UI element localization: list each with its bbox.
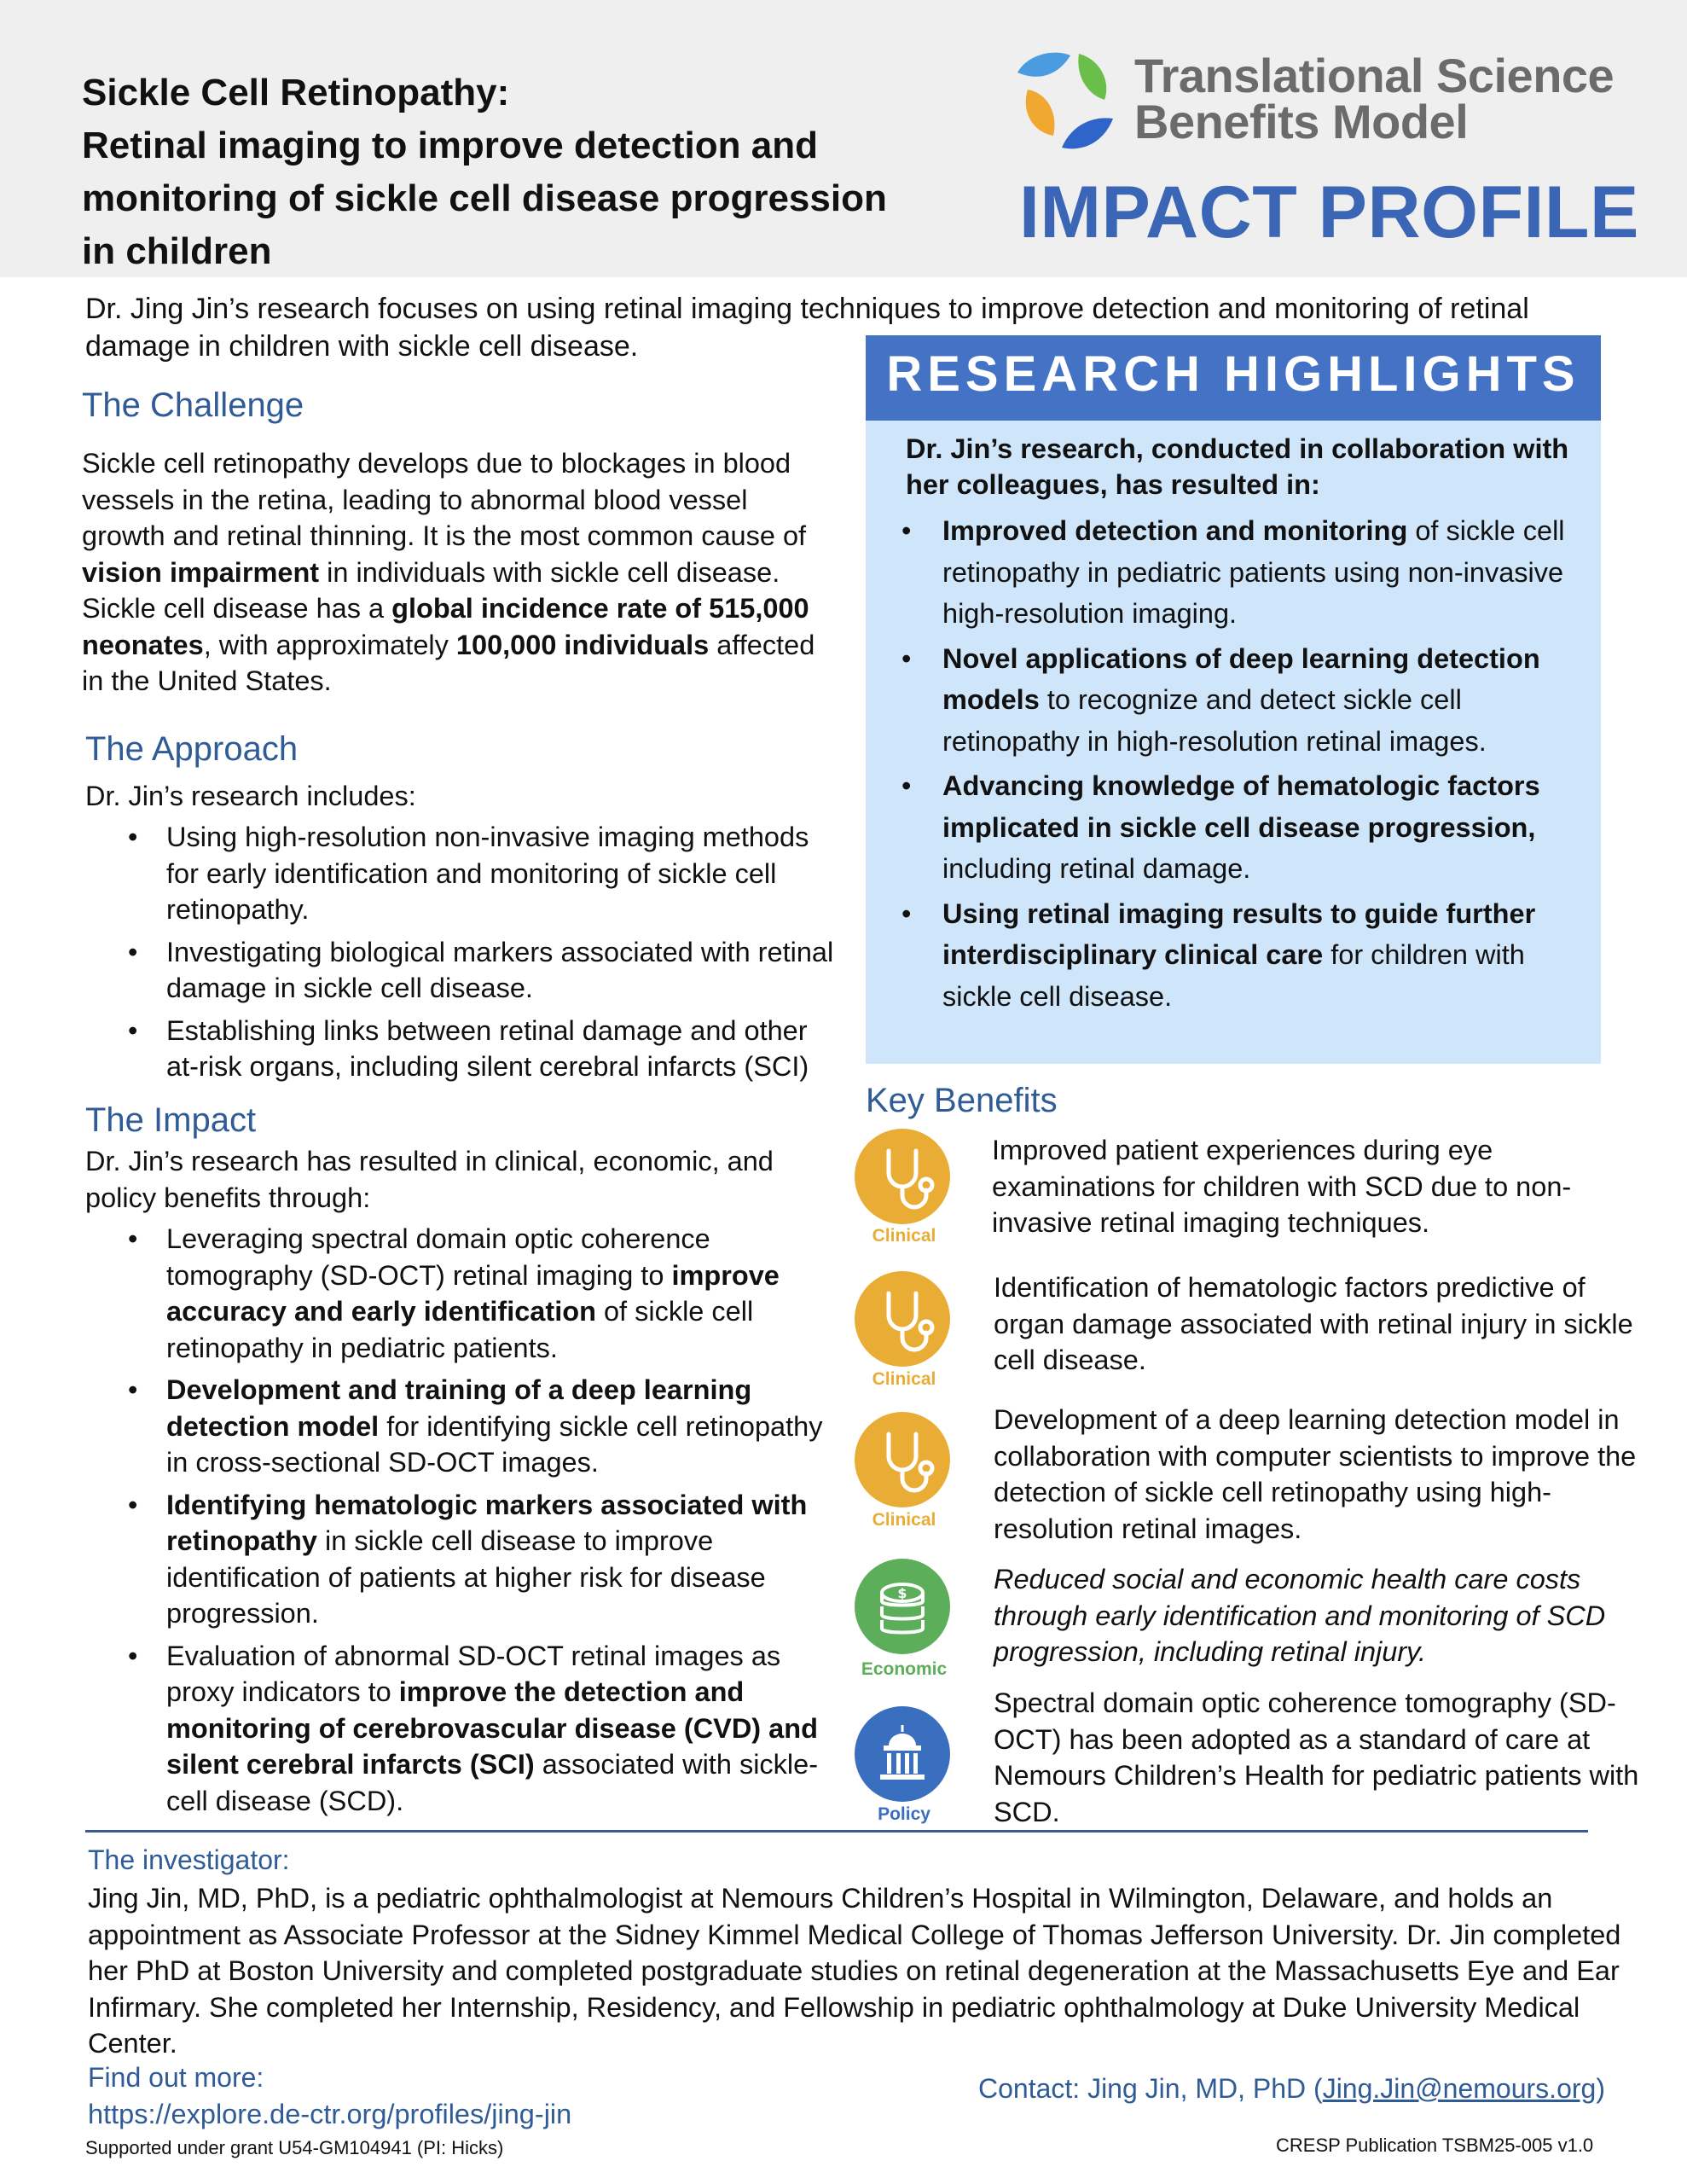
text-run: of sickle cell retinopathy in pediatric patients using non-invasive high-resolution imaging.	[942, 515, 1565, 629]
grant-note: Supported under grant U54-GM104941 (PI: Hicks)	[85, 2137, 504, 2158]
list-item: • Establishing links between retinal damage and other at-risk organs, including silent cerebral infarcts (SCI)	[85, 1013, 836, 1085]
four-leaf-logo-icon	[1011, 47, 1122, 158]
text-run: Sickle cell retinopathy develops due to blockages in blood vessels in the retina, leading to abnormal blood vessel growth and retinal thinning. It is the most common cause of	[82, 448, 807, 551]
title-line: in children	[82, 230, 272, 272]
stethoscope-icon	[855, 1271, 950, 1367]
benefit-category: Economic	[861, 1659, 948, 1679]
find-out-more-heading: Find out more:	[88, 2062, 264, 2093]
benefit-text: Development of a deep learning detection model in collaboration with computer scientists to improve the detection of sickle cell retinopathy using high-resolution retinal images.	[994, 1404, 1637, 1544]
bold-text: Development and training of a deep learning detection model	[166, 1374, 752, 1442]
text-run: Leveraging spectral domain optic coherence tomography (SD-OCT) retinal imaging to	[166, 1223, 710, 1291]
benefit-category: Clinical	[872, 1226, 936, 1246]
bold-text: vision impairment	[82, 556, 320, 588]
title-line: monitoring of sickle cell disease progression	[82, 177, 887, 219]
bold-text: global incidence rate of 515,000 neonates	[82, 593, 809, 660]
benefit-text: Identification of hematologic factors predictive of organ damage associated with retinal injury in sickle cell disease.	[994, 1272, 1633, 1375]
list-item	[85, 1221, 836, 1366]
profile-link[interactable]: https://explore.de-ctr.org/profiles/jing-jin	[88, 2099, 572, 2129]
key-benefits-heading: Key Benefits	[866, 1082, 1058, 1119]
brand-line: Translational Science	[1134, 49, 1615, 102]
approach-heading: The Approach	[85, 730, 299, 768]
title-line: Retinal imaging to improve detection and	[82, 125, 818, 166]
list-item	[85, 1638, 836, 1820]
impact-heading: The Impact	[85, 1101, 257, 1139]
publication-id: CRESP Publication TSBM25-005 v1.0	[1276, 2135, 1594, 2156]
stethoscope-icon	[855, 1129, 950, 1224]
list-item	[866, 765, 1574, 890]
text-run: affected in the United States.	[82, 629, 815, 696]
text-run: for children with sickle cell disease.	[942, 939, 1525, 1012]
text-run: for identifying sickle cell retinopathy in cross-sectional SD-OCT images.	[166, 1410, 823, 1478]
text-run: of sickle cell retinopathy in pediatric patients.	[166, 1296, 754, 1363]
bold-text: Advancing knowledge of hematologic factors implicated in sickle cell disease progression,	[942, 770, 1540, 843]
benefit-text: Spectral domain optic coherence tomography (SD-OCT) has been adopted as a standard of care at Nemours Children’s Health for pediatric patients with SCD.	[994, 1687, 1639, 1827]
contact-email-link[interactable]: Jing.Jin@nemours.org	[1322, 2073, 1597, 2104]
benefit-category: Policy	[878, 1804, 930, 1824]
investigator-heading: The investigator:	[88, 1844, 290, 1875]
bold-text: Using retinal imaging results to guide further interdisciplinary clinical care	[942, 897, 1536, 970]
text-run: associated with sickle-cell disease (SCD).	[166, 1749, 819, 1816]
list-item	[866, 510, 1574, 635]
challenge-paragraph	[82, 445, 832, 700]
list-item	[85, 1487, 836, 1632]
contact-suffix: )	[1596, 2073, 1605, 2104]
text-run: Evaluation of abnormal SD-OCT retinal images as proxy indicators to	[166, 1640, 781, 1707]
bold-text: Novel applications of deep learning detection models	[942, 642, 1540, 715]
brand-name	[1134, 49, 1615, 148]
investigator-paragraph: Jing Jin, MD, PhD, is a pediatric ophthalmologist at Nemours Children’s Hospital in Wilmington, Delaware, and holds an appointment as Associate Professor at the Sidney Kimmel Medical College of Thomas Jefferson University. Dr. Jin completed her PhD at Boston University and completed postgraduate studies on retinal degeneration at the Massachusetts Eye and Ear Infirmary. She completed her Internship, Residency, and Fellowship in pediatric ophthalmology at Duke University Medical Center.	[88, 1883, 1621, 2059]
text-run: in individuals with sickle cell disease. Sickle cell disease has a	[82, 556, 780, 624]
capitol-building-icon	[855, 1706, 950, 1802]
title-line: Sickle Cell Retinopathy:	[82, 72, 510, 113]
impact-profile-label: IMPACT PROFILE	[1019, 171, 1639, 253]
contact-prefix: Contact: Jing Jin, MD, PhD (	[978, 2073, 1323, 2104]
section-divider	[85, 1830, 1588, 1833]
bold-text: improve the detection and monitoring of cerebrovascular disease (CVD) and silent cerebral infarcts (SCI)	[166, 1676, 818, 1780]
research-highlights-title: RESEARCH HIGHLIGHTS	[886, 346, 1580, 402]
bold-text: Identifying hematologic markers associated with retinopathy	[166, 1489, 808, 1556]
impact-lead: Dr. Jin’s research has resulted in clinical, economic, and policy benefits through:	[85, 1146, 774, 1213]
list-item	[866, 638, 1574, 763]
bold-text: Improved detection and monitoring	[942, 515, 1408, 546]
brand-line: Benefits Model	[1134, 95, 1469, 148]
contact-line	[978, 2073, 1605, 2105]
text-run: in sickle cell disease to improve identification of patients at higher risk for disease progression.	[166, 1525, 766, 1629]
benefit-text: Reduced social and economic health care costs through early identification and monitoring of SCD progression, including retinal injury.	[994, 1564, 1606, 1667]
bold-text: 100,000 individuals	[455, 629, 710, 660]
list-item: • Investigating biological markers associated with retinal damage in sickle cell disease.	[85, 934, 836, 1007]
approach-list	[85, 819, 836, 1085]
coin-stack-icon	[855, 1559, 950, 1654]
benefit-text: Improved patient experiences during eye examinations for children with SCD due to non-invasive retinal imaging techniques.	[992, 1135, 1572, 1238]
list-item	[866, 893, 1574, 1018]
intro-paragraph: Dr. Jing Jin’s research focuses on using retinal imaging techniques to improve detection and monitoring of retinal damage in children with sickle cell disease.	[85, 293, 1529, 363]
list-item: • Using high-resolution non-invasive imaging methods for early identification and monitoring of sickle cell retinopathy.	[85, 819, 836, 928]
svg-text:$: $	[897, 1585, 907, 1601]
document-title	[82, 67, 918, 278]
text-run: including retinal damage.	[942, 853, 1251, 884]
challenge-heading: The Challenge	[82, 386, 304, 424]
benefit-category: Clinical	[872, 1369, 936, 1389]
approach-lead: Dr. Jin’s research includes:	[85, 781, 416, 811]
stethoscope-icon	[855, 1412, 950, 1507]
text-run: to recognize and detect sickle cell retinopathy in high-resolution retinal images.	[942, 684, 1487, 757]
research-highlights-intro: Dr. Jin’s research, conducted in collaboration with her colleagues, has resulted in:	[906, 433, 1569, 500]
text-run: , with approximately	[203, 629, 456, 660]
list-item	[85, 1372, 836, 1481]
impact-list	[85, 1221, 836, 1819]
bold-text: improve accuracy and early identification	[166, 1259, 780, 1327]
research-highlights-list	[866, 510, 1574, 1017]
benefit-category: Clinical	[872, 1510, 936, 1530]
